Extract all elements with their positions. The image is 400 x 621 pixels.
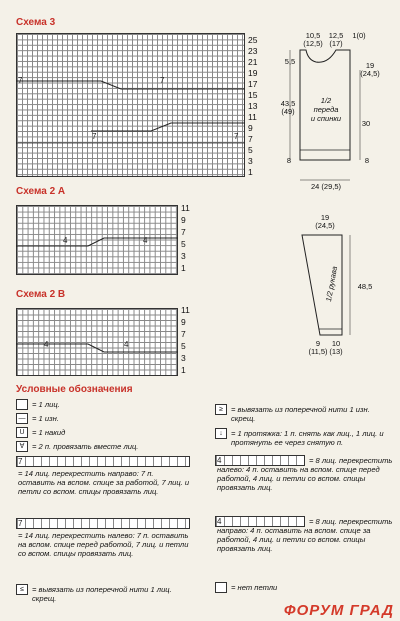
body-shoulder: 5,5 — [284, 57, 296, 66]
legend-slip-pass: = 1 протяжка: 1 п. снять как лиц., 1 лиц. и протянуть ее через снятую п. — [231, 429, 384, 447]
row-number: 5 — [181, 239, 186, 249]
legend-title: Условные обозначения — [16, 384, 133, 395]
body-armhole — [358, 62, 382, 78]
sleeve-pattern-outline — [290, 225, 390, 350]
scheme2b-row-numbers — [181, 306, 195, 376]
body-top-right — [351, 32, 367, 40]
body-top-right-value: 1 — [352, 31, 357, 40]
row-number: 25 — [248, 35, 258, 45]
row-number: 17 — [248, 79, 258, 89]
body-top-mid-value: 12,5 — [328, 31, 344, 40]
row-number: 3 — [181, 353, 186, 363]
legend-purl: = 1 изн. — [32, 414, 59, 423]
sleeve-label: 1/2 рукава — [323, 265, 340, 303]
row-number: 7 — [248, 134, 253, 144]
cable-left-14-symbol — [16, 518, 190, 529]
scheme2a-row-numbers — [181, 204, 195, 274]
sleeve-length: 48,5 — [357, 282, 373, 291]
row-number: 13 — [248, 101, 258, 111]
row-number: 7 — [181, 329, 186, 339]
legend-cable-right-8: = 8 лиц. перекрестить направо: 4 п. оставить на вспом. спице за работой, 4 лиц. и петли со вспом. спицы провязать лиц. — [217, 517, 393, 553]
row-number: 19 — [248, 68, 258, 78]
body-length — [276, 100, 300, 116]
scheme3-title: Схема 3 — [16, 17, 56, 28]
purl-symbol: — — [16, 413, 28, 424]
scheme3-cable-lines — [16, 33, 245, 177]
legend-cable-right-14: = 14 лиц. перекрестить направо: 7 п. оставить на вспом. спице за работой, 7 лиц. и петли со вспом. спицы провязать лиц. — [18, 469, 190, 496]
row-number: 23 — [248, 46, 258, 56]
sleeve-bottom-right-value: 10 — [331, 339, 341, 348]
sleeve-bottom-right — [326, 340, 346, 356]
row-number: 1 — [248, 167, 253, 177]
scheme3-mark-b: 7 — [160, 76, 165, 85]
cable-left-14-mark: 7 — [18, 519, 23, 528]
scheme2b-mark-b: 4 — [124, 340, 129, 349]
sleeve-bottom-left-value-b: (11,5) — [308, 347, 328, 356]
sleeve-top-value-b: (24,5) — [315, 221, 335, 230]
row-number: 1 — [181, 263, 186, 273]
row-number: 11 — [181, 203, 190, 213]
row-number: 5 — [181, 341, 186, 351]
row-number: 1 — [181, 365, 186, 375]
scheme3-mark-c: 7 — [92, 132, 97, 141]
scheme2b-mark-a: 4 — [44, 340, 49, 349]
body-armhole-value: 19 — [365, 61, 375, 70]
no-stitch-symbol — [215, 582, 227, 593]
legend-no-stitch: = нет петли — [231, 583, 278, 592]
sleeve-top-value: 19 — [320, 213, 330, 222]
m1-purl-symbol: ≥ — [215, 404, 227, 415]
legend-m1-knit: = вывязать из поперечной нити 1 лиц. скрещ. — [32, 585, 172, 603]
cable-left-8-mark: 4 — [217, 456, 222, 465]
body-center-label: 1/2 переда и спинки — [310, 96, 342, 123]
row-number: 9 — [248, 123, 253, 133]
body-armhole-value-b: (24,5) — [360, 69, 380, 78]
row-number: 11 — [248, 112, 257, 122]
cable-right-14-mark: 7 — [18, 457, 23, 466]
body-top-left — [303, 32, 323, 48]
body-length-value: 43,5 — [280, 99, 296, 108]
slip-pass-symbol: ↓ — [215, 428, 227, 439]
body-top-right-value-b: (0) — [356, 31, 366, 40]
cable-right-8-mark: 4 — [217, 517, 222, 526]
row-number: 3 — [248, 156, 253, 166]
scheme2a-cable-lines — [16, 205, 178, 275]
cable-right-14-symbol — [16, 456, 190, 467]
legend-m1-purl: = вывязать из поперечной нити 1 изн. скрещ. — [231, 405, 370, 423]
yarn-over-symbol: U — [16, 427, 28, 438]
body-top-left-value: 10,5 — [305, 31, 321, 40]
row-number: 3 — [181, 251, 186, 261]
scheme3-mark-a: 7 — [18, 76, 23, 85]
legend-knit: = 1 лиц. — [32, 400, 60, 409]
legend-cable-left-8: = 8 лиц. перекрестить налево: 4 п. оставить на вспом. спице перед работой, 4 лиц. и петли со вспом. спицы провязать лиц. — [217, 456, 393, 492]
row-number: 15 — [248, 90, 258, 100]
row-number: 7 — [181, 227, 186, 237]
sleeve-top — [313, 214, 337, 230]
body-rib-left: 8 — [286, 156, 292, 165]
k2tog-symbol: ∀ — [16, 441, 28, 452]
row-number: 5 — [248, 145, 253, 155]
watermark-logo: ФОРУМ ГРАД — [283, 602, 394, 619]
m1-knit-symbol: ≤ — [16, 584, 28, 595]
body-top-mid — [326, 32, 346, 48]
row-number: 21 — [248, 57, 258, 67]
sleeve-bottom-left — [308, 340, 328, 356]
scheme2b-cable-lines — [16, 308, 178, 376]
legend-yarn-over: = 1 накид — [32, 428, 66, 437]
body-top-mid-value-b: (17) — [329, 39, 343, 48]
scheme2a-mark-a: 4 — [63, 236, 68, 245]
scheme2a-title: Схема 2 А — [16, 186, 66, 197]
row-number: 9 — [181, 317, 186, 327]
legend-cable-left-14: = 14 лиц. перекрестить налево: 7 п. оставить на вспом. спице перед работой, 7 лиц. и петли со вспом. спицы провязать лиц. — [18, 531, 189, 558]
scheme3-row-numbers — [248, 36, 264, 176]
body-length-value-b: (49) — [281, 107, 295, 116]
legend-k2tog: = 2 п. провязать вместе лиц. — [32, 442, 139, 451]
row-number: 11 — [181, 305, 190, 315]
body-bottom: 24 (29,5) — [310, 182, 342, 191]
scheme2a-mark-b: 4 — [143, 236, 148, 245]
row-number: 9 — [181, 215, 186, 225]
scheme2b-title: Схема 2 В — [16, 289, 66, 300]
knit-symbol — [16, 399, 28, 410]
scheme3-mark-d: 7 — [234, 132, 239, 141]
body-top-left-value-b: (12,5) — [303, 39, 323, 48]
body-side: 30 — [361, 119, 371, 128]
body-rib-right: 8 — [364, 156, 370, 165]
sleeve-bottom-right-value-b: (13) — [329, 347, 343, 356]
sleeve-bottom-left-value: 9 — [315, 339, 321, 348]
